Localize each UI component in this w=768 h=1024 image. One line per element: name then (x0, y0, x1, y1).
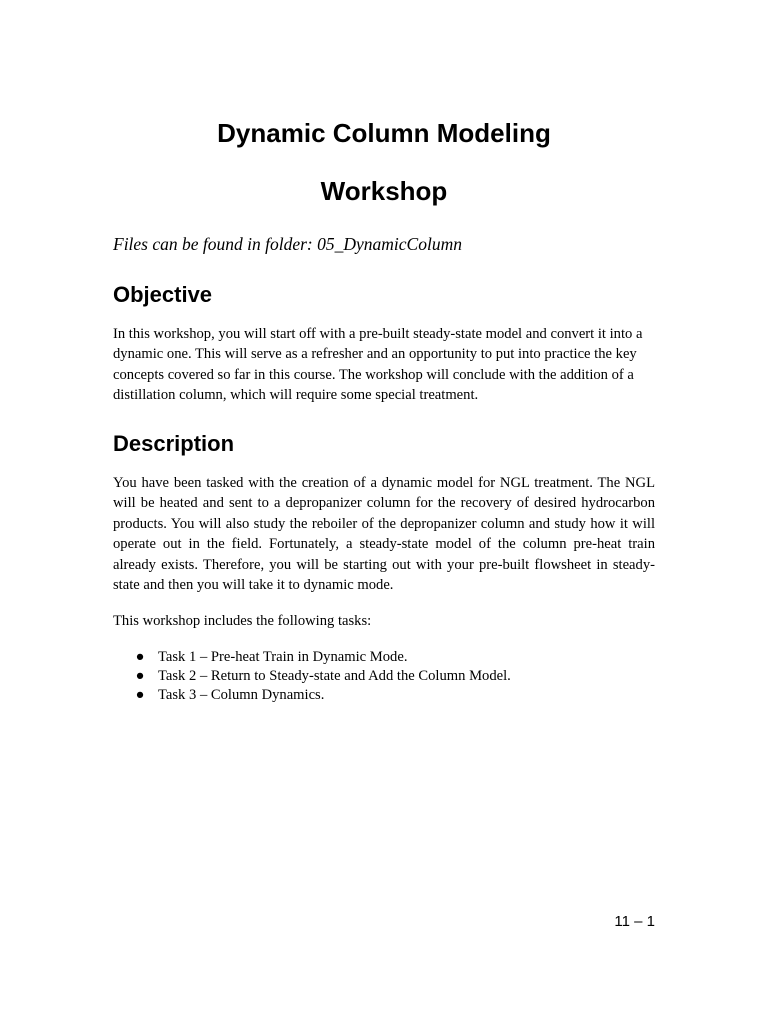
task-list (113, 648, 655, 706)
objective-paragraph: In this workshop, you will start off with a pre-built steady-state model and convert it into a dynamic one. This will serve as a refresher and an opportunity to put into practice the key concepts covered so far in this course. The workshop will conclude with the addition of a distillation column, which will require some special treatment. (113, 326, 643, 404)
task-item-label: Task 2 – Return to Steady-state and Add the Column Model. (158, 668, 511, 685)
objective-heading: Objective (113, 282, 213, 307)
description-paragraph: You have been tasked with the creation of a dynamic model for NGL treatment. The NGL will be heated and sent to a depropanizer column for the recovery of desired hydrocarbon products. You will also study the reboiler of the depropanizer column and study how it will operate out in the field. Fortunately, a steady-state model of the column pre-heat train already exists. Therefore, you will be starting out with your pre-built flowsheet in steady-state and then you will take it to dynamic mode. (113, 475, 655, 594)
page-number: 11 – 1 (614, 913, 655, 930)
bullet-dot-icon: ● (135, 668, 145, 685)
task-item-3 (113, 686, 655, 705)
task-item-label: Task 3 – Column Dynamics. (158, 687, 325, 704)
tasks-intro: This workshop includes the following tasks: (113, 613, 372, 629)
document-title-line-1: Dynamic Column Modeling (217, 118, 551, 148)
document-title-line-2: Workshop (320, 176, 448, 206)
task-item-2 (113, 667, 655, 686)
task-item-1 (113, 648, 655, 667)
bullet-dot-icon: ● (135, 649, 145, 665)
task-item-label: Task 1 – Pre-heat Train in Dynamic Mode. (158, 649, 408, 665)
description-heading: Description (113, 431, 235, 456)
bullet-dot-icon: ● (135, 687, 145, 704)
folder-note: Files can be found in folder: 05_DynamicColumn (113, 234, 462, 254)
